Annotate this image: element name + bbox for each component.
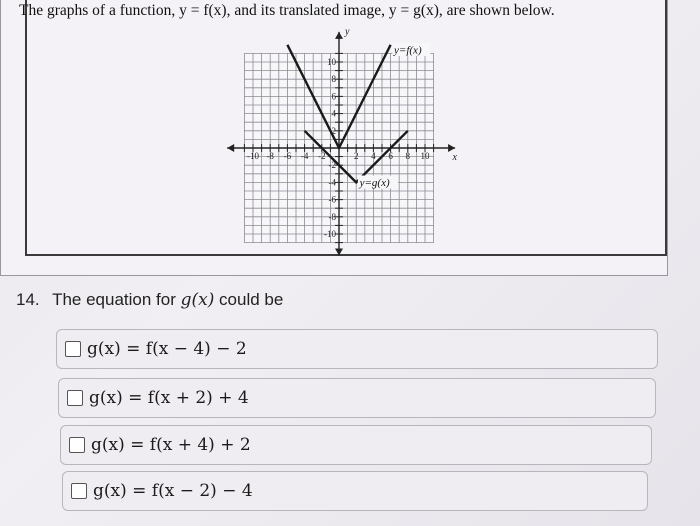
answer-option-1[interactable] <box>56 329 658 369</box>
graph <box>1 0 669 276</box>
y-tick-label: 8 <box>331 74 336 85</box>
y-axis-label: y <box>345 26 350 38</box>
answer-option-label: g(x) = f(x − 4) − 2 <box>87 339 247 359</box>
question-text <box>16 290 283 310</box>
y-tick-label: -8 <box>328 211 336 222</box>
y-tick-label: 6 <box>331 91 336 102</box>
x-tick-label: -2 <box>318 151 326 161</box>
x-tick-label: -10 <box>247 151 259 161</box>
answer-option-3[interactable] <box>60 425 652 465</box>
x-tick-label: -6 <box>283 151 292 161</box>
y-tick-label: 2 <box>331 125 336 136</box>
answer-option-label: g(x) = f(x − 2) − 4 <box>93 481 253 501</box>
question-number: 14. <box>16 290 40 309</box>
x-tick-label: 4 <box>371 151 376 161</box>
checkbox-icon[interactable] <box>65 341 81 357</box>
x-tick-label: 10 <box>420 151 430 161</box>
x-tick-label: 2 <box>353 151 359 161</box>
y-tick-label: -6 <box>328 194 336 205</box>
answer-option-label: g(x) = f(x + 2) + 4 <box>89 388 249 408</box>
y-axis-arrow-down-icon <box>335 249 343 256</box>
figure-title: The graphs of a function, y = f(x), and its translated image, y = g(x), are shown below. <box>19 2 555 19</box>
f-graph-label: y=f(x) <box>394 44 422 57</box>
x-axis-arrow-left-icon <box>227 144 234 152</box>
y-tick-label: -4 <box>328 177 336 188</box>
g-graph-label: y=g(x) <box>359 176 390 189</box>
x-tick-label: 8 <box>405 151 411 161</box>
question-math: g(x) <box>180 290 215 310</box>
x-tick-label: -4 <box>300 151 309 161</box>
checkbox-icon[interactable] <box>67 390 83 406</box>
x-tick-label: 6 <box>388 151 393 161</box>
y-tick-label: 10 <box>327 57 336 67</box>
checkbox-icon[interactable] <box>71 483 87 499</box>
y-tick-label: 4 <box>331 108 336 119</box>
answer-option-4[interactable] <box>62 471 648 511</box>
x-axis-arrow-right-icon <box>448 144 455 152</box>
y-axis-arrow-up-icon <box>335 32 343 39</box>
answer-option-label: g(x) = f(x + 4) + 2 <box>91 435 251 455</box>
checkbox-icon[interactable] <box>69 437 85 453</box>
question-suffix: could be <box>214 290 284 309</box>
x-tick-label: -8 <box>266 151 274 161</box>
answer-option-2[interactable] <box>58 378 656 418</box>
question-prefix: The equation for <box>52 290 181 309</box>
y-tick-label: -10 <box>324 229 336 239</box>
x-axis-label: x <box>452 152 457 163</box>
y-tick-label: -2 <box>328 160 336 171</box>
